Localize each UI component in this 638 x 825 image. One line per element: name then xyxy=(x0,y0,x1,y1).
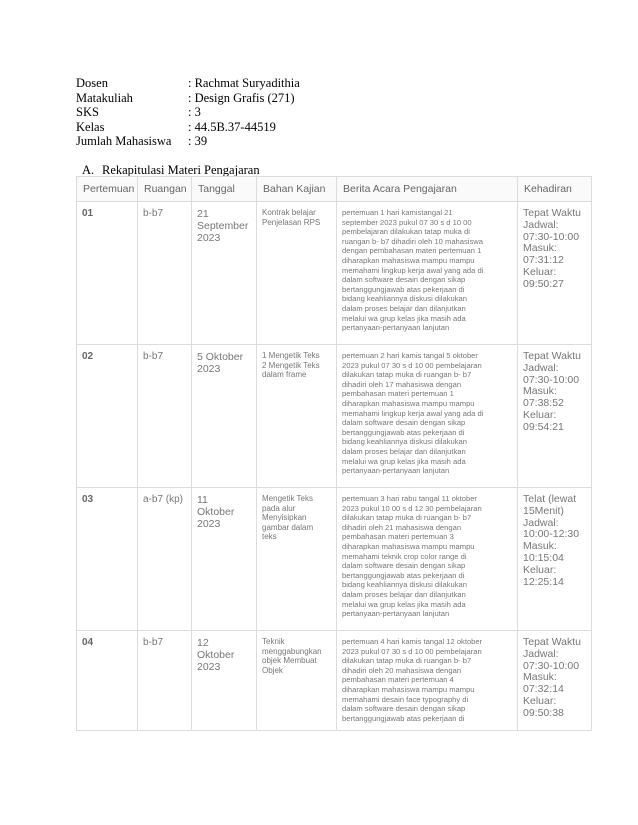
cell-kehadiran-line: Keluar: xyxy=(523,265,557,278)
cell-kehadiran-line: Jadwal: xyxy=(523,647,559,660)
info-row xyxy=(76,91,300,106)
cell-tanggal-line: 2023 xyxy=(197,232,221,244)
cell-berita-acara xyxy=(337,631,518,731)
info-label: Dosen xyxy=(76,76,108,90)
cell-berita-acara-line: pembahasan materi pertemuan 1 xyxy=(342,389,454,399)
cell-berita-acara-line: dihadiri oleh 17 mahasiswa dengan xyxy=(342,379,462,389)
info-value: : Rachmat Suryadithia xyxy=(188,76,300,90)
cell-ruangan: b-b7 xyxy=(138,202,192,345)
cell-tanggal xyxy=(192,488,257,631)
cell-ruangan: b-b7 xyxy=(138,345,192,488)
cell-bahan-kajian-line: objek Membuat xyxy=(262,656,317,665)
cell-berita-acara-line: 2023 pukul 07 30 s d 10 00 pembelajaran xyxy=(342,646,482,656)
cell-berita-acara-line: bertanggungjawab atas pekerjaan di xyxy=(342,713,465,723)
cell-tanggal-line: 12 xyxy=(197,637,209,649)
cell-berita-acara-line: september 2023 pukul 07 30 s d 10 00 xyxy=(342,217,472,227)
cell-bahan-kajian xyxy=(257,345,337,488)
cell-bahan-kajian xyxy=(257,202,337,345)
cell-kehadiran-line: Tepat Waktu xyxy=(523,207,581,219)
cell-bahan-kajian xyxy=(257,488,337,631)
cell-pertemuan: 03 xyxy=(77,488,138,631)
cell-kehadiran-line: 09:50:38 xyxy=(523,706,564,719)
cell-bahan-kajian-line: Menyisipkan xyxy=(262,513,307,522)
info-value: : 3 xyxy=(188,105,201,120)
info-label: Matakuliah xyxy=(76,90,133,105)
cell-tanggal-line: Oktober xyxy=(197,649,235,661)
cell-tanggal-line: 2023 xyxy=(197,661,221,673)
cell-berita-acara-line: diharapkan mahasiswa mampu mampu xyxy=(342,255,475,265)
header-bahan-kajian: Bahan Kajian xyxy=(257,177,337,202)
cell-kehadiran-line: 09:50:27 xyxy=(523,277,564,290)
cell-tanggal xyxy=(192,345,257,488)
cell-kehadiran-line: 09:54:21 xyxy=(523,420,564,433)
cell-berita-acara-line: bidang keahliannya diskusi dilakukan xyxy=(342,580,467,590)
cell-berita-acara-line: dalam software desain dengan sikap xyxy=(342,561,466,571)
cell-berita-acara-line: bertanggungjawab atas pekerjaan di xyxy=(342,284,465,294)
cell-ruangan: a-b7 (kp) xyxy=(138,488,192,631)
cell-kehadiran-line: 10:00-12:30 xyxy=(523,528,580,541)
cell-berita-acara-line: melalui wa grup kelas jika masih ada xyxy=(342,599,466,609)
cell-kehadiran xyxy=(518,345,592,488)
cell-tanggal-line: Oktober xyxy=(197,506,235,518)
cell-berita-acara-line: bidang keahliannya diskusi dilakukan xyxy=(342,437,467,447)
cell-berita-acara-line: dilakukan tatap muka di ruangan b- b7 xyxy=(342,513,472,523)
cell-bahan-kajian-line: menggabungkan xyxy=(262,646,322,656)
cell-kehadiran xyxy=(518,488,592,631)
cell-berita-acara xyxy=(337,345,518,488)
cell-berita-acara-line: diharapkan mahasiswa mampu mampu xyxy=(342,684,475,694)
cell-bahan-kajian-line: 1 Mengetik Teks xyxy=(262,351,320,360)
info-value: : Design Grafis (271) xyxy=(188,90,295,105)
cell-berita-acara-line: bidang keahliannya diskusi dilakukan xyxy=(342,294,467,304)
cell-bahan-kajian-line: Kontrak belajar xyxy=(262,208,316,217)
cell-berita-acara-line: memahami lingkup kerja awal yang ada di xyxy=(342,408,484,418)
cell-bahan-kajian xyxy=(257,631,337,731)
cell-berita-acara-line: diharapkan mahasiswa mampu mampu xyxy=(342,398,475,408)
cell-berita-acara-line: dihadiri oleh 21 mahasiswa dengan xyxy=(342,522,462,532)
cell-berita-acara-line: dalam proses belajar dan dilanjutkan xyxy=(342,303,466,313)
table-row xyxy=(77,631,592,731)
cell-tanggal xyxy=(192,631,257,731)
teaching-recap-table xyxy=(76,176,592,731)
cell-berita-acara-line: pertanyaan-pertanyaan lanjutan xyxy=(342,466,450,476)
cell-bahan-kajian-line: Penjelasan RPS xyxy=(262,217,321,227)
cell-kehadiran-line: Masuk: xyxy=(523,242,557,255)
cell-tanggal-line: September xyxy=(197,220,249,232)
cell-kehadiran-line: Keluar: xyxy=(523,408,557,421)
cell-kehadiran xyxy=(518,202,592,345)
cell-berita-acara-line: dalam software desain dengan sikap xyxy=(342,704,466,714)
cell-bahan-kajian-line: Objek xyxy=(262,665,283,675)
cell-berita-acara-line: memahami teknik crop color range di xyxy=(342,551,467,561)
cell-berita-acara-line: dilakukan tatap muka di ruangan b- b7 xyxy=(342,370,472,380)
cell-kehadiran-line: Masuk: xyxy=(523,540,557,553)
cell-kehadiran-line: 07:31:12 xyxy=(523,254,564,267)
cell-kehadiran-line: Keluar: xyxy=(523,694,557,707)
table-header-row xyxy=(77,177,592,202)
info-row xyxy=(76,105,300,120)
table-row xyxy=(77,202,592,345)
cell-kehadiran-line: 07:30-10:00 xyxy=(523,373,580,386)
cell-bahan-kajian-line: Teknik xyxy=(262,637,285,646)
cell-berita-acara-line: dalam proses belajar dan dilanjutkan xyxy=(342,446,466,456)
cell-berita-acara-line: pembahasan materi pertemuan 4 xyxy=(342,675,454,685)
info-row xyxy=(76,120,300,135)
info-value: : 39 xyxy=(188,134,208,149)
cell-kehadiran-line: Jadwal: xyxy=(523,516,559,529)
cell-bahan-kajian-line: gambar dalam xyxy=(262,522,314,532)
cell-tanggal-line: 2023 xyxy=(197,518,221,530)
cell-kehadiran-line: 07:32:14 xyxy=(523,683,564,696)
cell-kehadiran-line: 12:25:14 xyxy=(523,575,564,588)
cell-ruangan: b-b7 xyxy=(138,631,192,731)
cell-berita-acara-line: dihadiri oleh 20 mahasiswa dengan xyxy=(342,665,462,675)
cell-berita-acara-line: melalui wa grup kelas jika masih ada xyxy=(342,313,466,323)
cell-kehadiran-line: Masuk: xyxy=(523,671,557,684)
cell-kehadiran-line: Jadwal: xyxy=(523,218,559,231)
cell-berita-acara-line: bertanggungjawab atas pekerjaan di xyxy=(342,570,465,580)
cell-bahan-kajian-line: teks xyxy=(262,532,277,541)
cell-tanggal-line: 21 xyxy=(197,208,209,220)
info-value: : 44.5B.37-44519 xyxy=(188,119,276,134)
table-row xyxy=(77,345,592,488)
cell-berita-acara-line: 2023 pukul 10 00 s d 12 30 pembelajaran xyxy=(342,503,482,513)
cell-pertemuan: 02 xyxy=(77,345,138,488)
cell-berita-acara-line: memahami lingkup kerja awal yang ada di xyxy=(342,265,484,275)
cell-kehadiran-line: 07:30-10:00 xyxy=(523,659,580,672)
cell-kehadiran xyxy=(518,631,592,731)
cell-berita-acara-line: dalam software desain dengan sikap xyxy=(342,418,466,428)
cell-berita-acara xyxy=(337,202,518,345)
header-pertemuan: Pertemuan xyxy=(77,177,138,202)
section-number: A. xyxy=(82,163,95,177)
cell-bahan-kajian-line: Mengetik Teks xyxy=(262,494,313,503)
cell-bahan-kajian-line: 2 Mengetik Teks xyxy=(262,360,320,370)
cell-kehadiran-line: Tepat Waktu xyxy=(523,636,581,648)
cell-berita-acara-line: pertemuan 4 hari kamis tangal 12 oktober xyxy=(342,637,483,646)
info-label: SKS xyxy=(76,105,99,120)
header-tanggal: Tanggal xyxy=(192,177,257,202)
cell-kehadiran-line: Keluar: xyxy=(523,563,557,576)
table-row xyxy=(77,488,592,631)
cell-berita-acara-line: ruangan b- b7 dihadiri oleh 10 mahasiswa xyxy=(342,236,483,246)
info-label: Kelas xyxy=(76,119,105,134)
cell-kehadiran-line: Jadwal: xyxy=(523,361,559,374)
lecturer-info xyxy=(76,76,300,149)
cell-berita-acara-line: memahami desain face typography di xyxy=(342,694,469,704)
cell-berita-acara-line: dengan pembahasan materi pertemuan 1 xyxy=(342,246,482,256)
cell-berita-acara-line: pertanyaan-pertanyaan lanjutan xyxy=(342,323,450,333)
info-label: Jumlah Mahasiswa xyxy=(76,134,172,149)
cell-berita-acara-line: pembahasan materi pertemuan 3 xyxy=(342,532,454,542)
cell-tanggal-line: 2023 xyxy=(197,363,221,375)
cell-berita-acara-line: pembelajaran dilakukan tatap muka di xyxy=(342,227,470,237)
section-title: Rekapitulasi Materi Pengajaran xyxy=(102,163,260,177)
cell-kehadiran-line: 07:30-10:00 xyxy=(523,230,580,243)
cell-berita-acara-line: pertanyaan-pertanyaan lanjutan xyxy=(342,609,450,619)
cell-berita-acara-line: pertemuan 1 hari kamistangal 21 xyxy=(342,208,453,217)
cell-kehadiran-line: Masuk: xyxy=(523,385,557,398)
info-row xyxy=(76,76,300,91)
cell-tanggal-line: 5 Oktober xyxy=(197,351,244,363)
cell-bahan-kajian-line: pada alur xyxy=(262,503,296,513)
cell-berita-acara-line: pertemuan 2 hari kamis tangal 5 oktober xyxy=(342,351,478,360)
cell-kehadiran-line: Telat (lewat xyxy=(523,493,577,505)
cell-berita-acara-line: pertemuan 3 hari rabu tangal 11 oktober xyxy=(342,494,477,503)
info-row xyxy=(76,134,300,149)
cell-kehadiran-line: 07:38:52 xyxy=(523,397,564,410)
cell-kehadiran-line: Tepat Waktu xyxy=(523,350,581,362)
cell-berita-acara-line: melalui wa grup kelas jika masih ada xyxy=(342,456,466,466)
cell-berita-acara-line: bertanggungjawab atas pekerjaan di xyxy=(342,427,465,437)
header-berita-acara: Berita Acara Pengajaran xyxy=(337,177,518,202)
cell-kehadiran-line: 15Menit) xyxy=(523,504,564,517)
cell-berita-acara-line: diharapkan mahasiswa mampu mampu xyxy=(342,541,475,551)
cell-pertemuan: 04 xyxy=(77,631,138,731)
cell-kehadiran-line: 10:15:04 xyxy=(523,551,564,564)
cell-berita-acara-line: dalam proses belajar dan dilanjutkan xyxy=(342,589,466,599)
cell-tanggal xyxy=(192,202,257,345)
header-kehadiran: Kehadiran xyxy=(518,177,592,202)
cell-bahan-kajian-line: dalam frame xyxy=(262,370,307,379)
header-ruangan: Ruangan xyxy=(138,177,192,202)
cell-berita-acara-line: dilakukan tatap muka di ruangan b- b7 xyxy=(342,656,472,666)
cell-berita-acara-line: 2023 pukul 07 30 s d 10 00 pembelajaran xyxy=(342,360,482,370)
cell-pertemuan: 01 xyxy=(77,202,138,345)
cell-berita-acara xyxy=(337,488,518,631)
cell-berita-acara-line: dalam software desain dengan sikap xyxy=(342,275,466,285)
cell-tanggal-line: 11 xyxy=(197,494,208,506)
table-body xyxy=(77,202,592,731)
